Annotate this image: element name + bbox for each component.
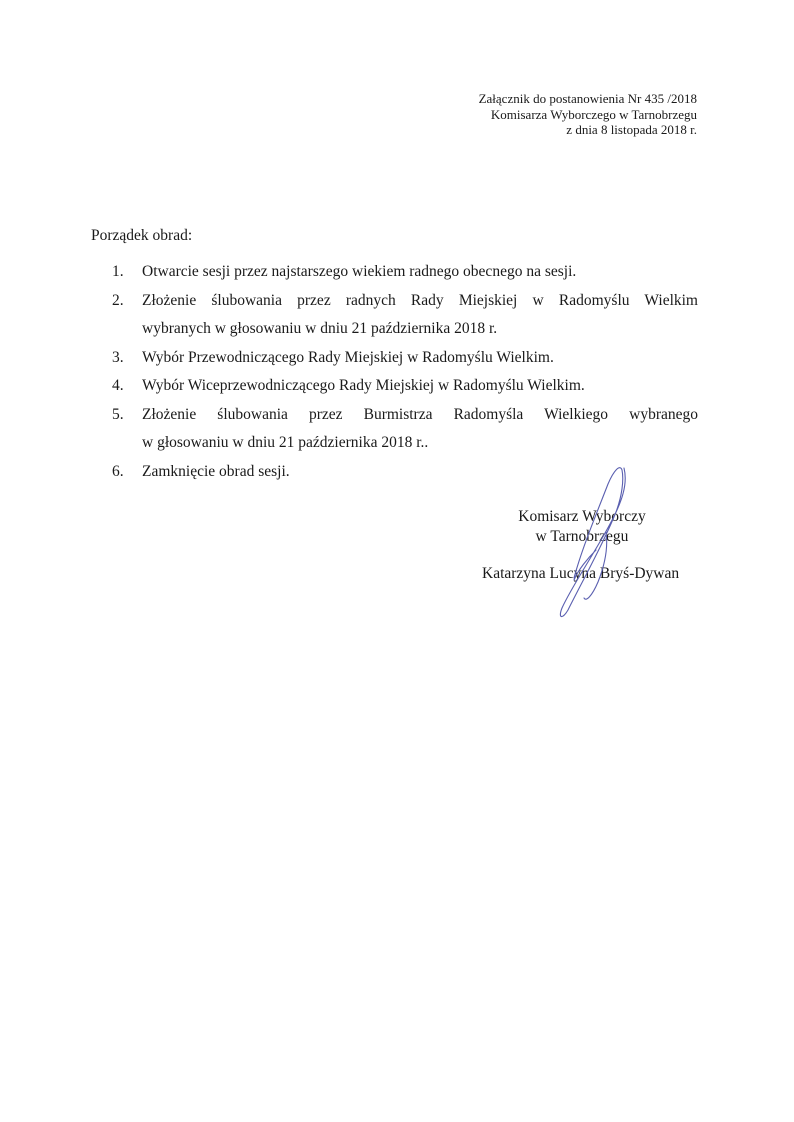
agenda-item-number: 4. (112, 377, 124, 394)
header-line-date: z dnia 8 listopada 2018 r. (566, 122, 697, 137)
signature-block (470, 507, 710, 583)
attachment-header (479, 91, 697, 138)
agenda-item-text: Złożenie ślubowania przez radnych Rady Miejskiej w Radomyślu Wielkim (142, 291, 698, 309)
agenda-item-text: Wybór Przewodniczącego Rady Miejskiej w Radomyślu Wielkim. (142, 348, 554, 366)
agenda-item-number: 3. (112, 348, 124, 366)
header-line-commissioner: Komisarza Wyborczego w Tarnobrzegu (490, 106, 697, 122)
agenda-item (112, 258, 698, 287)
agenda-list (112, 258, 698, 486)
agenda-item-number: 5. (112, 405, 124, 423)
agenda-item-number: 1. (112, 263, 124, 280)
agenda-item-text-continued: w głosowaniu w dniu 21 października 2018 r.. (142, 434, 429, 451)
signatory-role-title: Komisarz Wyborczy (518, 508, 646, 525)
agenda-item (112, 458, 698, 487)
agenda-item (112, 344, 698, 373)
signatory-name: Katarzyna Lucyna Bryś-Dywan (482, 565, 680, 582)
agenda-item (112, 287, 698, 344)
agenda-item-text: Wybór Wiceprzewodniczącego Rady Miejskiej w Radomyślu Wielkim. (142, 377, 585, 394)
header-line-attachment: Załącznik do postanowienia Nr 435 /2018 (478, 91, 697, 106)
signatory-role-location: w Tarnobrzegu (535, 528, 629, 545)
agenda-item-number: 2. (112, 291, 124, 309)
agenda-item-number: 6. (112, 462, 124, 480)
agenda-item (112, 401, 698, 458)
agenda-item-text: Otwarcie sesji przez najstarszego wiekiem radnego obecnego na sesji. (142, 263, 577, 280)
agenda-item-text: Zamknięcie obrad sesji. (142, 462, 290, 480)
agenda-item-text: Złożenie ślubowania przez Burmistrza Radomyśla Wielkiego wybranego (142, 405, 698, 423)
agenda-title: Porządek obrad: (91, 227, 193, 244)
agenda-item (112, 372, 698, 401)
agenda-item-text-continued: wybranych w głosowaniu w dniu 21 października 2018 r. (142, 320, 498, 337)
signatory-role (484, 507, 680, 547)
